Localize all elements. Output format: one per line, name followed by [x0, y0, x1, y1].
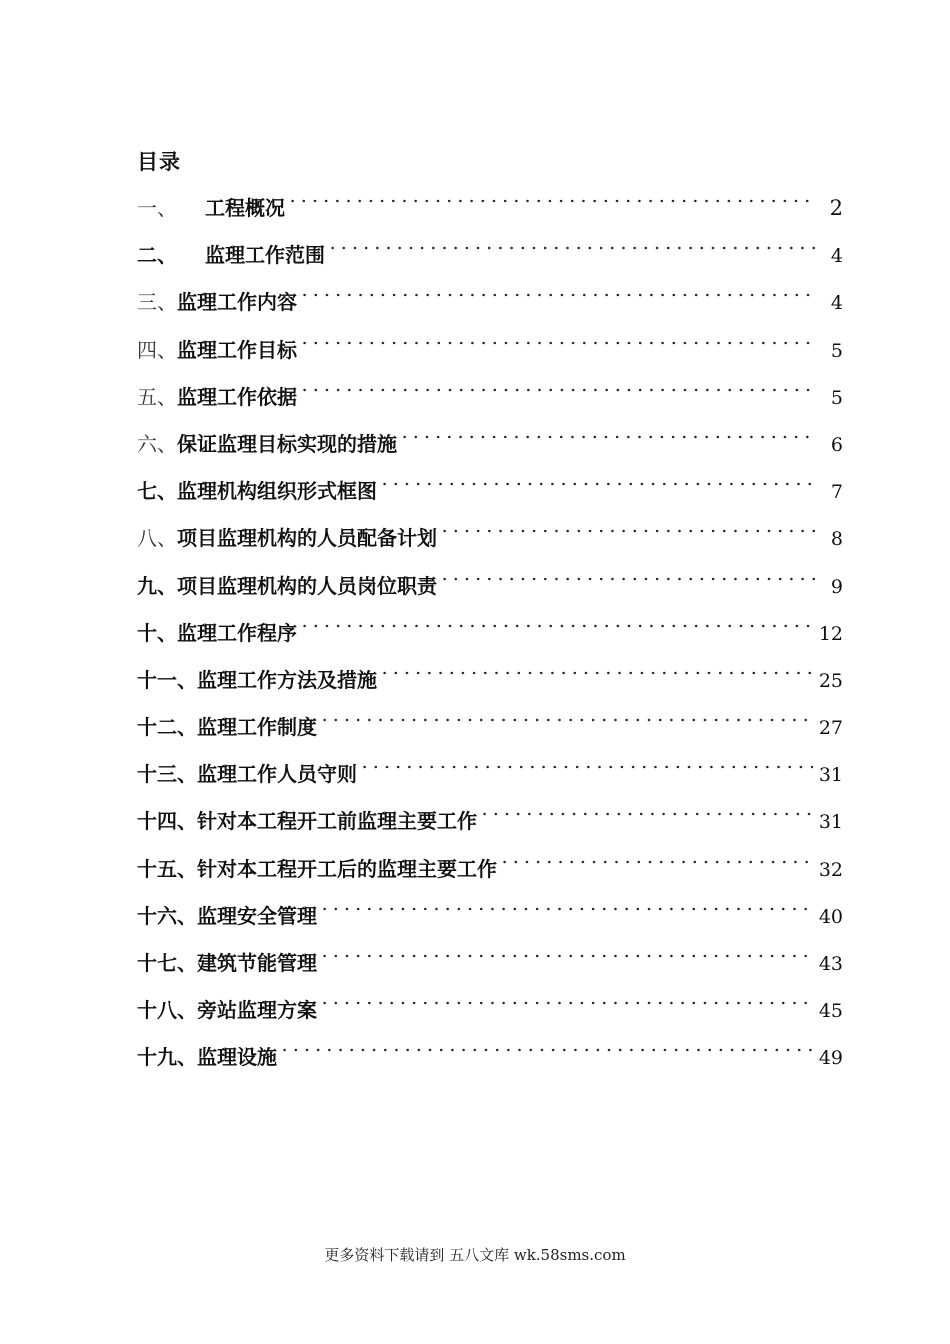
toc-entry-label: 监理安全管理: [197, 903, 317, 928]
toc-entry-page: 31: [818, 764, 843, 787]
toc-entry[interactable]: [137, 190, 843, 237]
toc-dot-leader: [319, 710, 813, 730]
toc-entry-label: 针对本工程开工后的监理主要工作: [197, 856, 497, 881]
toc-entry-label: 保证监理目标实现的措施: [177, 431, 397, 456]
toc-entry[interactable]: [137, 662, 843, 709]
toc-entry-number: 五、: [137, 384, 177, 409]
toc-entry-page: 8: [830, 528, 843, 551]
toc-entry-number: 九、: [137, 573, 177, 598]
toc-entry-label: 监理工作程序: [177, 620, 297, 645]
toc-entry-page: 25: [818, 669, 843, 692]
toc-entry-number: 十八、: [137, 998, 197, 1023]
toc-entry[interactable]: [137, 615, 843, 662]
toc-entry-number: 十九、: [137, 1045, 197, 1070]
toc-entry-label: 监理设施: [197, 1045, 277, 1070]
toc-entry-page: 43: [818, 953, 843, 975]
toc-entry-page: 45: [818, 1000, 843, 1023]
toc-dot-leader: [327, 238, 815, 258]
toc-dot-leader: [439, 521, 815, 541]
toc-entry-number: 三、: [137, 290, 177, 315]
toc-entry-number: 十二、: [137, 715, 197, 740]
toc-title: 目录: [137, 150, 181, 174]
toc-entry-page: 5: [830, 386, 843, 409]
toc-entry[interactable]: [137, 851, 843, 898]
toc-entry-page: 32: [818, 858, 843, 881]
toc-entry-label: 监理工作内容: [177, 290, 297, 315]
toc-dot-leader: [319, 993, 813, 1013]
toc-entry-page: 40: [818, 905, 843, 928]
toc-entry[interactable]: [137, 284, 843, 331]
toc-entry[interactable]: [137, 520, 843, 567]
toc-list: [137, 190, 843, 1087]
toc-entry-label: 监理工作人员守则: [197, 762, 357, 787]
toc-dot-leader: [319, 946, 813, 966]
toc-entry-number: 四、: [137, 337, 177, 362]
toc-entry[interactable]: [137, 473, 843, 520]
toc-entry[interactable]: [137, 756, 843, 803]
toc-entry[interactable]: [137, 992, 843, 1039]
toc-entry-page: 6: [830, 433, 843, 456]
toc-entry-label: 项目监理机构的人员岗位职责: [177, 573, 437, 598]
toc-dot-leader: [379, 663, 813, 683]
toc-entry-label: 监理工作依据: [177, 384, 297, 409]
toc-entry-number: 六、: [137, 431, 177, 456]
toc-entry-label: 项目监理机构的人员配备计划: [177, 526, 437, 551]
toc-entry-number: 十三、: [137, 762, 197, 787]
toc-entry-page: 27: [818, 717, 843, 740]
toc-entry-number: 十一、: [137, 667, 197, 692]
toc-entry-page: 9: [830, 575, 843, 598]
toc-entry-page: 12: [818, 622, 843, 645]
toc-entry-label: 工程概况: [205, 196, 285, 220]
toc-entry-label: 监理工作制度: [197, 715, 317, 740]
page-footer: 更多资料下载请到 五八文库 wk.58sms.com: [324, 1246, 626, 1264]
toc-dot-leader: [359, 757, 813, 777]
toc-entry-label: 监理工作目标: [177, 337, 297, 362]
toc-dot-leader: [279, 1040, 813, 1060]
toc-entry-number: 十四、: [137, 809, 197, 834]
toc-entry-number: 八、: [137, 526, 177, 551]
toc-entry[interactable]: [137, 237, 843, 284]
toc-entry-page: 31: [818, 811, 843, 834]
toc-dot-leader: [379, 474, 815, 494]
toc-entry-label: 监理工作范围: [205, 243, 325, 268]
toc-entry-number: 十、: [137, 620, 177, 645]
toc-entry[interactable]: [137, 332, 843, 379]
toc-entry-page: 49: [818, 1047, 843, 1070]
toc-dot-leader: [439, 569, 815, 589]
toc-entry-number: 二、: [137, 243, 177, 268]
toc-entry-page: 4: [830, 292, 843, 315]
toc-entry-page: 7: [830, 481, 843, 504]
toc-entry[interactable]: [137, 1039, 843, 1086]
toc-entry[interactable]: [137, 945, 843, 992]
toc-entry-label: 旁站监理方案: [197, 998, 317, 1023]
toc-dot-leader: [299, 380, 815, 400]
toc-entry-page: 2: [829, 196, 843, 220]
toc-entry-number: 七、: [137, 479, 177, 504]
toc-dot-leader: [287, 191, 815, 211]
toc-entry-label: 监理机构组织形式框图: [177, 479, 377, 504]
toc-entry-number: 十七、: [137, 951, 197, 975]
toc-entry[interactable]: [137, 898, 843, 945]
toc-entry[interactable]: [137, 568, 843, 615]
toc-entry-label: 监理工作方法及措施: [197, 667, 377, 692]
toc-entry[interactable]: [137, 379, 843, 426]
toc-entry[interactable]: [137, 709, 843, 756]
toc-entry-label: 针对本工程开工前监理主要工作: [197, 809, 477, 834]
toc-entry-label: 建筑节能管理: [197, 951, 317, 975]
toc-dot-leader: [499, 852, 813, 872]
toc-dot-leader: [299, 616, 813, 636]
toc-dot-leader: [479, 804, 813, 824]
toc-entry-number: 一、: [137, 196, 177, 220]
toc-dot-leader: [319, 899, 813, 919]
toc-entry-page: 4: [830, 245, 843, 268]
toc-entry[interactable]: [137, 426, 843, 473]
toc-entry-page: 5: [830, 339, 843, 362]
toc-entry-number: 十六、: [137, 903, 197, 928]
toc-dot-leader: [299, 333, 815, 353]
toc-dot-leader: [399, 427, 815, 447]
toc-dot-leader: [299, 285, 815, 305]
toc-entry[interactable]: [137, 803, 843, 850]
toc-entry-number: 十五、: [137, 856, 197, 881]
